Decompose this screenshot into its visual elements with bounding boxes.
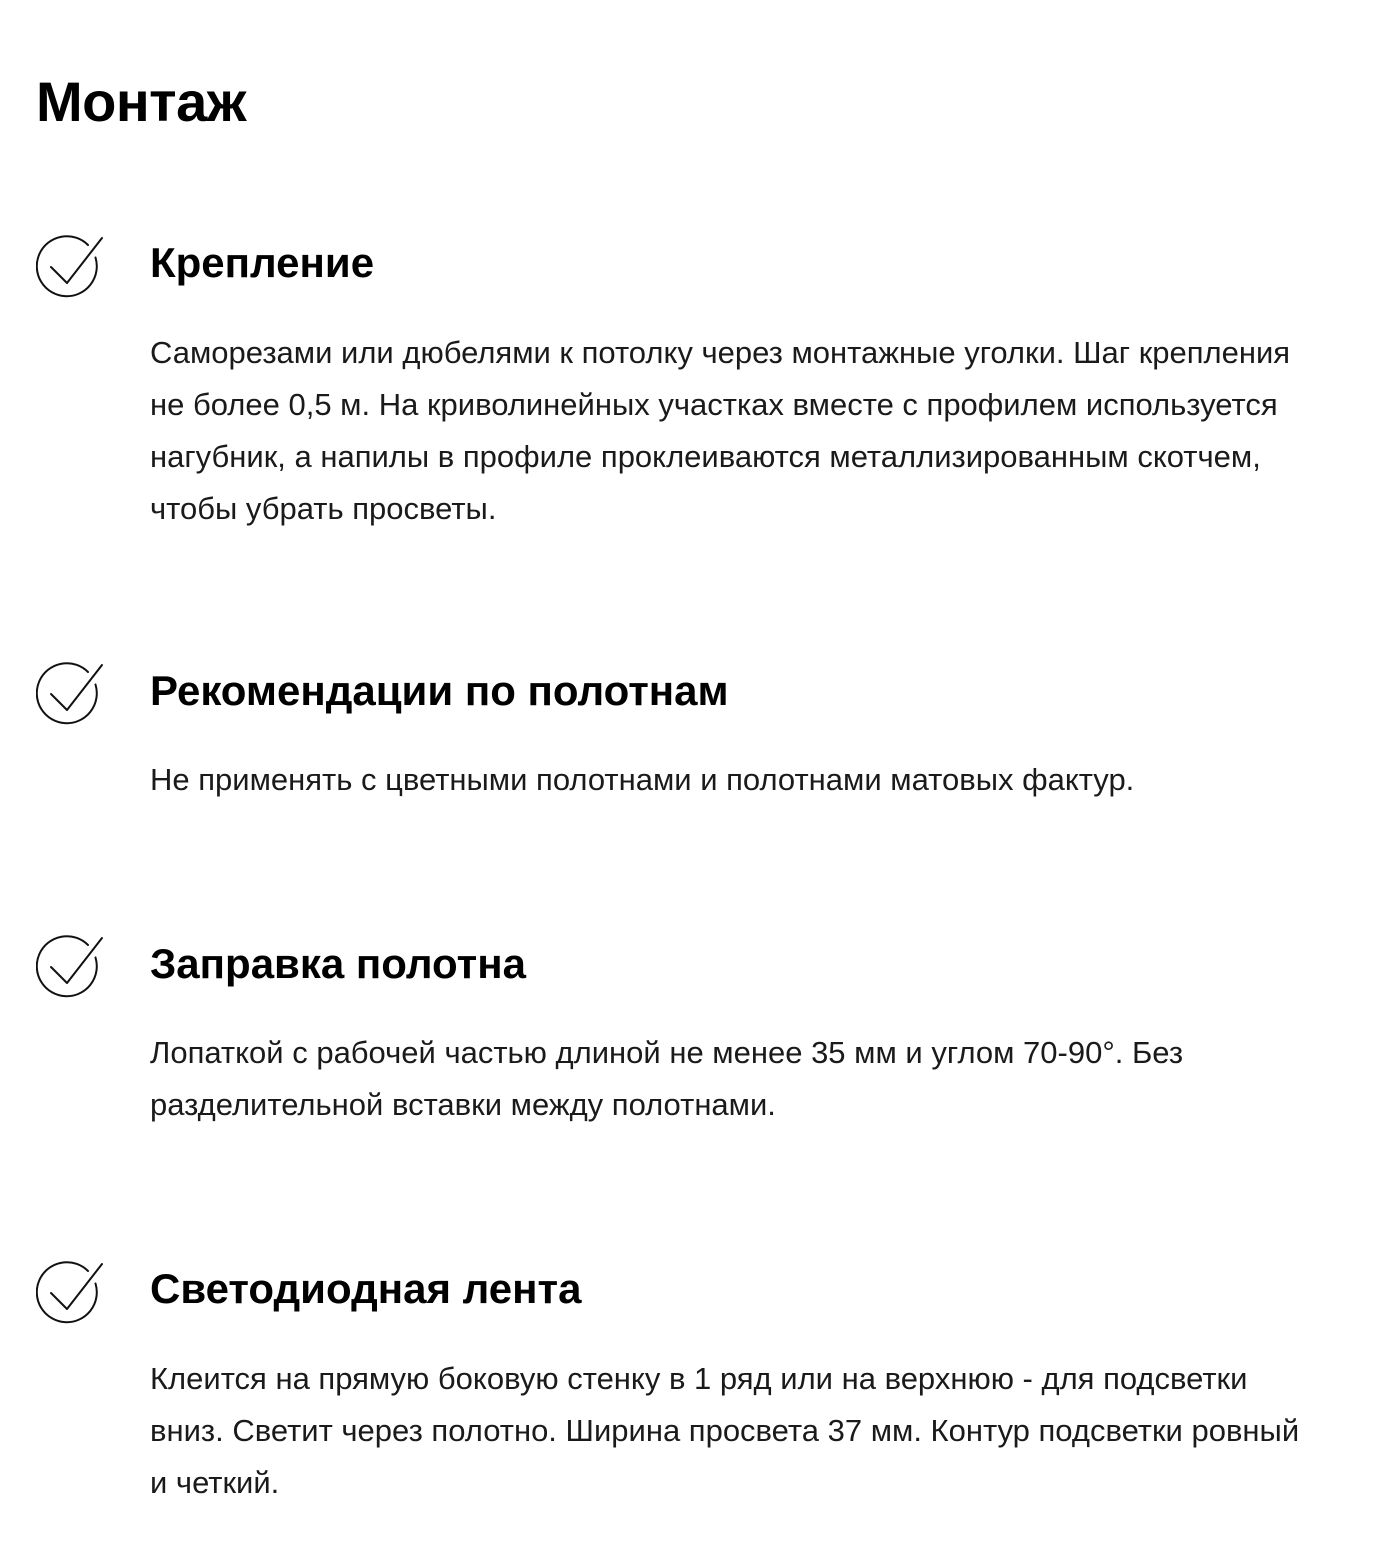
section-text: Саморезами или дюбелями к потолку через монтажные уголки. Шаг крепления не более 0,5 м. На криволинейных участках вместе с профилем используется нагубник, а напилы в профиле проклеиваются металлизированным скотчем, чтобы убрать просветы.	[150, 335, 1291, 526]
page-title: Монтаж	[36, 70, 246, 133]
section-title: Крепление	[150, 239, 375, 286]
section-text: Лопаткой с рабочей частью длиной не менее 35 мм и углом 70-90°. Без разделительной вставки между полотнами.	[150, 1035, 1184, 1122]
check-circle-icon	[36, 933, 104, 1001]
section-text: Клеится на прямую боковую стенку в 1 ряд или на верхнюю - для подсветки вниз. Светит через полотно. Ширина просвета 37 мм. Контур подсветки ровный и четкий.	[150, 1361, 1300, 1500]
section-title: Заправка полотна	[150, 940, 526, 987]
section-title: Светодиодная лента	[150, 1265, 582, 1312]
section-title: Рекомендации по полотнам	[150, 667, 729, 714]
check-circle-icon	[36, 233, 104, 301]
check-circle-icon	[36, 660, 104, 728]
section-text: Не применять с цветными полотнами и полотнами матовых фактур.	[150, 762, 1135, 797]
check-circle-icon	[36, 1259, 104, 1327]
